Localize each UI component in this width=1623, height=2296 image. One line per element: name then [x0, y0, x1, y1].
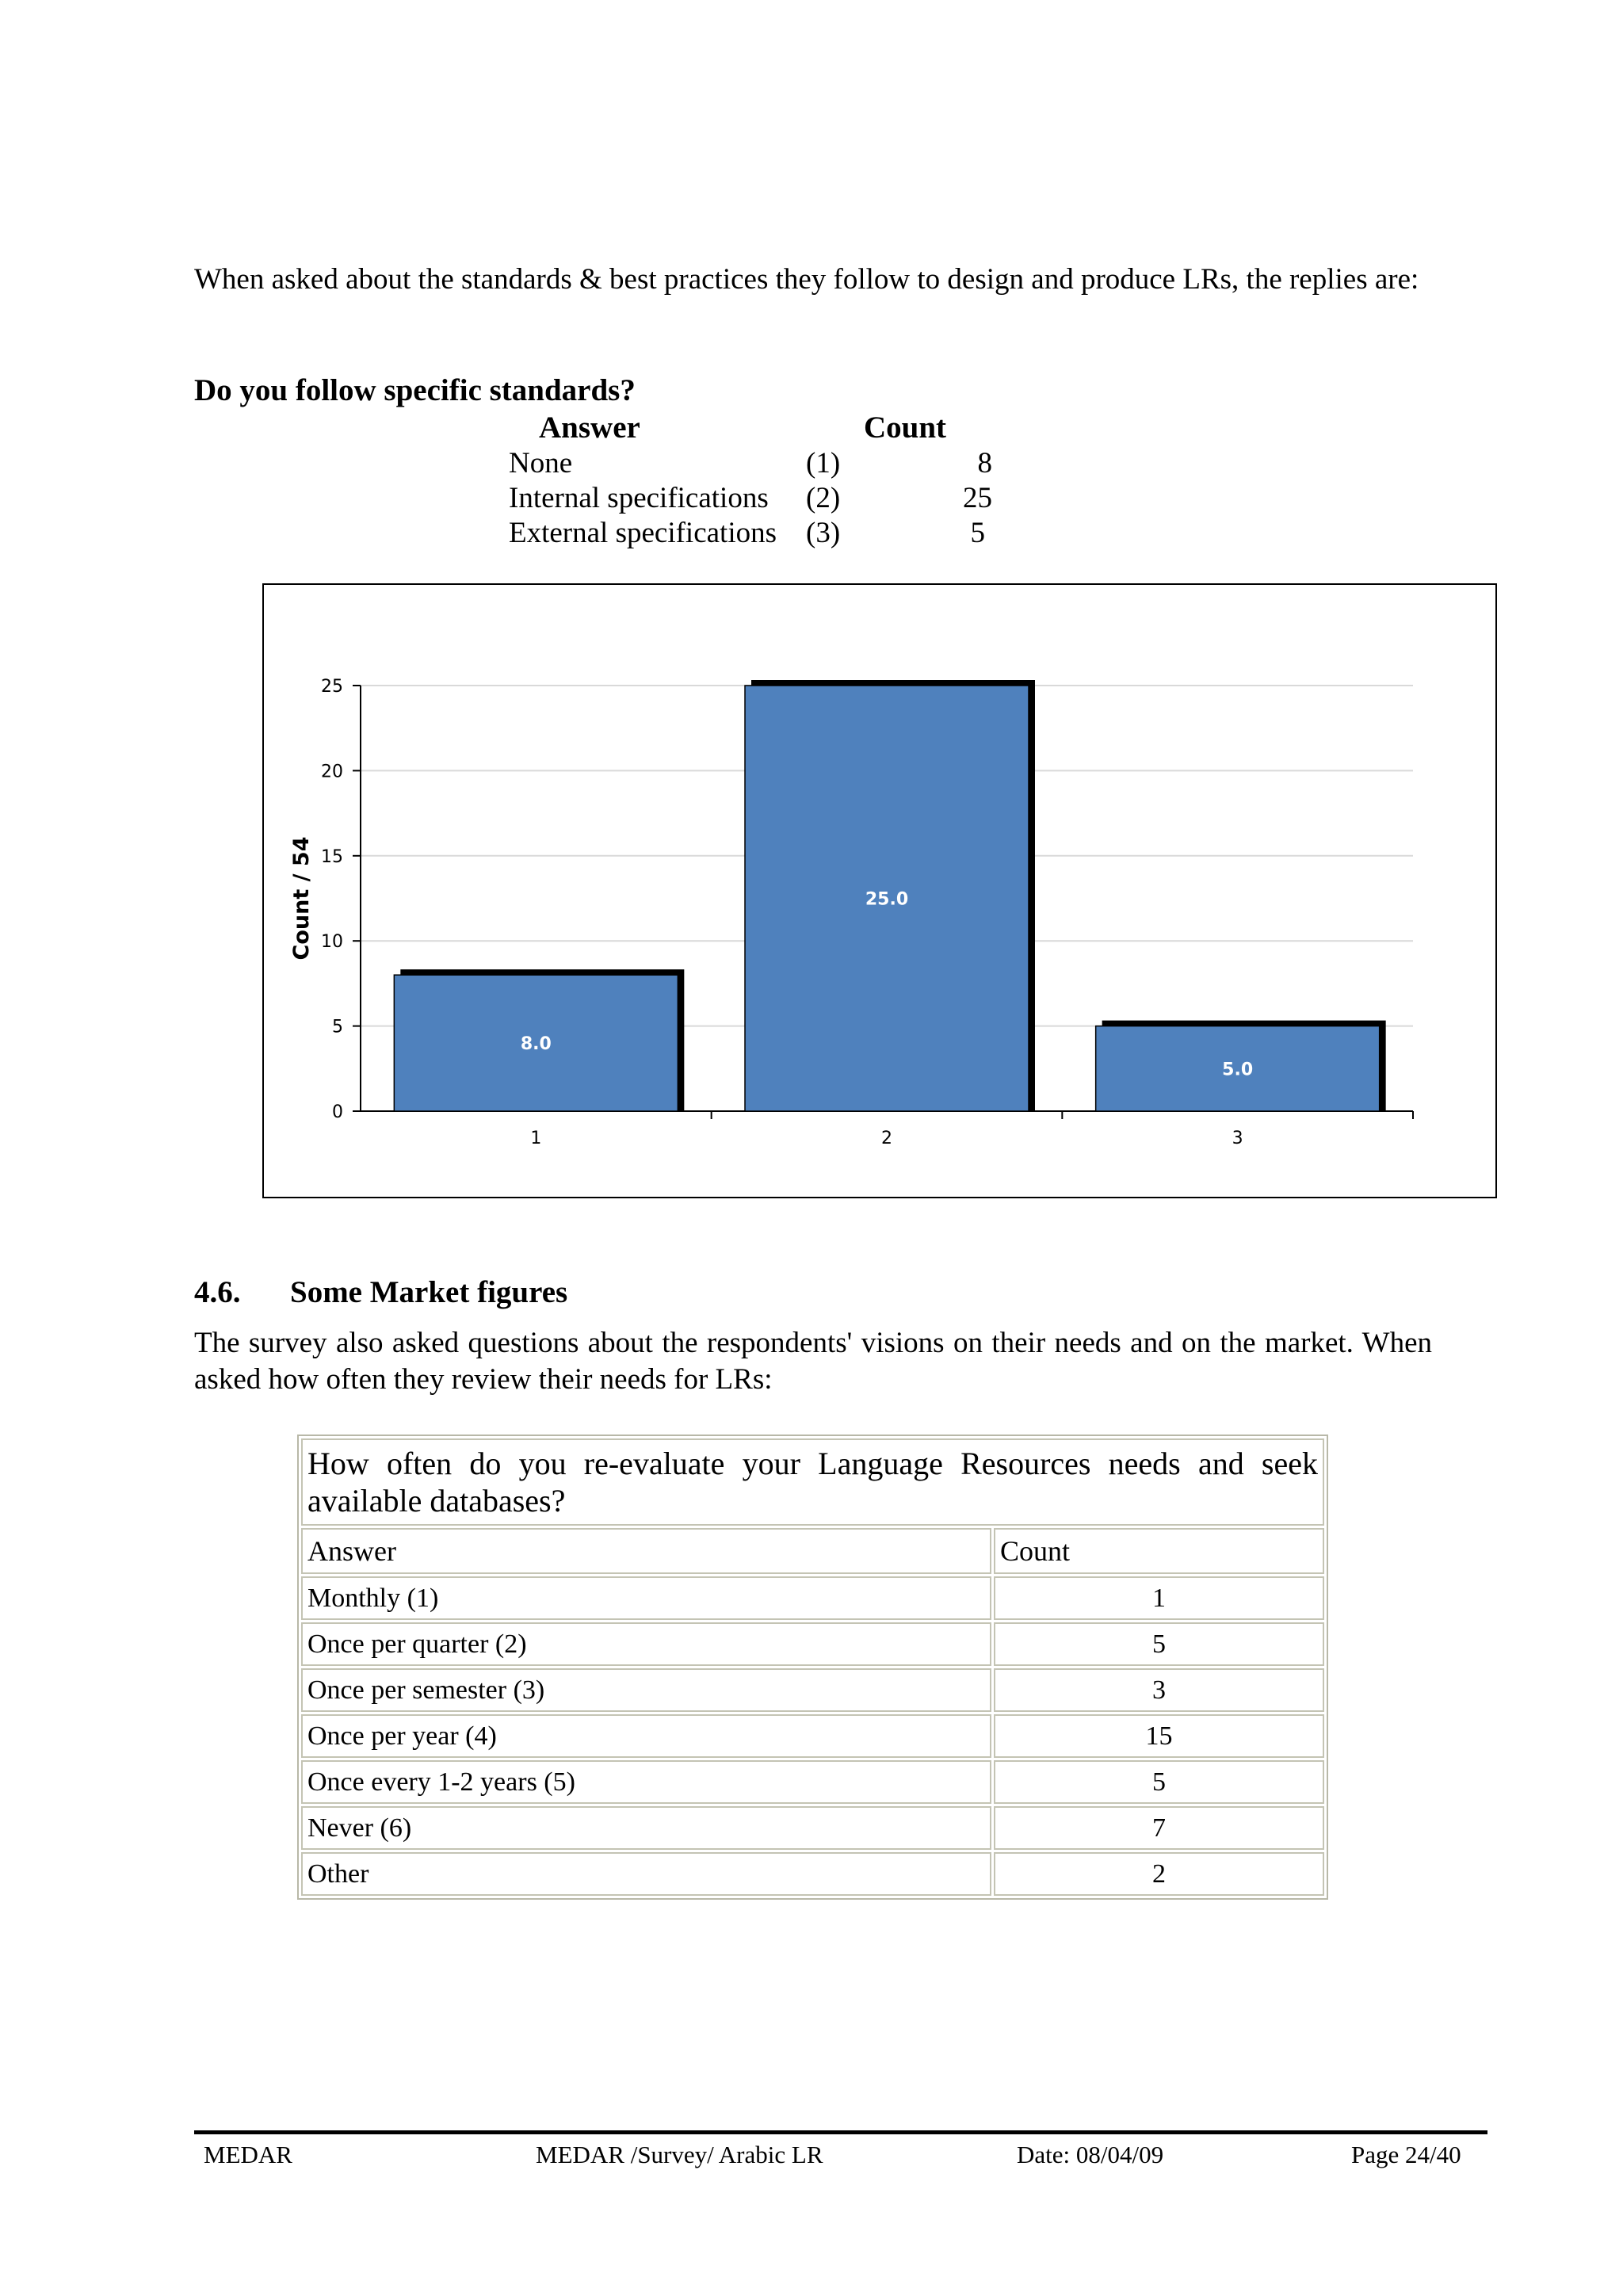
standards-bar-chart	[262, 583, 1497, 1198]
count-cell: 5	[994, 1760, 1324, 1804]
standards-count-2: 25	[963, 482, 992, 514]
answer-cell: Monthly (1)	[301, 1576, 991, 1620]
x-tick-label: 3	[1232, 1129, 1243, 1148]
standards-answer-2: Internal specifications	[509, 482, 769, 514]
standards-count-1: 8	[977, 447, 992, 479]
standards-answer-header: Answer	[539, 411, 640, 445]
y-axis-label: Count / 54	[289, 836, 314, 961]
table-question: How often do you re-evaluate your Language Resources needs and seek available databases?	[301, 1438, 1324, 1526]
standards-code-3: (3)	[806, 517, 841, 549]
count-column-header: Count	[994, 1528, 1324, 1574]
answer-cell: Once per semester (3)	[301, 1668, 991, 1712]
x-tick-label: 2	[881, 1129, 892, 1148]
standards-answer-3: External specifications	[509, 517, 777, 549]
table-row	[301, 1668, 1324, 1712]
footer-page: Page 24/40	[1351, 2141, 1461, 2168]
chart-svg	[264, 585, 1499, 1200]
y-tick-label: 0	[332, 1102, 343, 1122]
answer-column-header: Answer	[301, 1528, 991, 1574]
intro-paragraph: When asked about the standards & best practices they follow to design and produce LRs, the replies are:	[194, 263, 1419, 296]
answer-cell: Once every 1-2 years (5)	[301, 1760, 991, 1804]
table-row	[301, 1852, 1324, 1896]
standards-code-1: (1)	[806, 447, 841, 479]
y-tick-label: 25	[321, 677, 343, 697]
table-row	[301, 1806, 1324, 1850]
count-cell: 5	[994, 1622, 1324, 1666]
standards-code-2: (2)	[806, 482, 841, 514]
table-row	[301, 1760, 1324, 1804]
bar-data-label: 8.0	[520, 1034, 552, 1055]
count-cell: 3	[994, 1668, 1324, 1712]
x-tick-label: 1	[530, 1129, 542, 1148]
count-cell: 7	[994, 1806, 1324, 1850]
count-cell: 15	[994, 1714, 1324, 1758]
standards-answer-1: None	[509, 447, 573, 479]
table-header-row	[301, 1528, 1324, 1574]
footer-center: MEDAR /Survey/ Arabic LR	[536, 2141, 823, 2168]
count-cell: 1	[994, 1576, 1324, 1620]
answer-cell: Never (6)	[301, 1806, 991, 1850]
table-row	[301, 1576, 1324, 1620]
review-needs-table	[297, 1435, 1328, 1900]
standards-question-heading: Do you follow specific standards?	[194, 373, 636, 407]
section-title: Some Market figures	[290, 1275, 568, 1309]
section-paragraph: The survey also asked questions about the respondents' visions on their needs and on the market. When asked how often they review their needs for LRs:	[194, 1327, 1432, 1396]
standards-count-3: 5	[970, 517, 985, 549]
table-row	[301, 1714, 1324, 1758]
count-cell: 2	[994, 1852, 1324, 1896]
table-row	[301, 1622, 1324, 1666]
y-tick-label: 5	[332, 1017, 343, 1037]
footer-left: MEDAR	[204, 2141, 292, 2168]
footer-date: Date: 08/04/09	[1017, 2141, 1164, 2168]
y-tick-label: 10	[321, 932, 343, 953]
bar-data-label: 25.0	[865, 889, 909, 910]
answer-cell: Once per year (4)	[301, 1714, 991, 1758]
y-tick-label: 15	[321, 846, 343, 867]
bar-data-label: 5.0	[1222, 1060, 1254, 1080]
table-question-row	[301, 1438, 1324, 1526]
footer-rule	[194, 2130, 1487, 2134]
standards-count-header: Count	[864, 411, 947, 445]
section-number: 4.6.	[194, 1275, 241, 1309]
y-tick-label: 20	[321, 762, 343, 782]
answer-cell: Other	[301, 1852, 991, 1896]
answer-cell: Once per quarter (2)	[301, 1622, 991, 1666]
